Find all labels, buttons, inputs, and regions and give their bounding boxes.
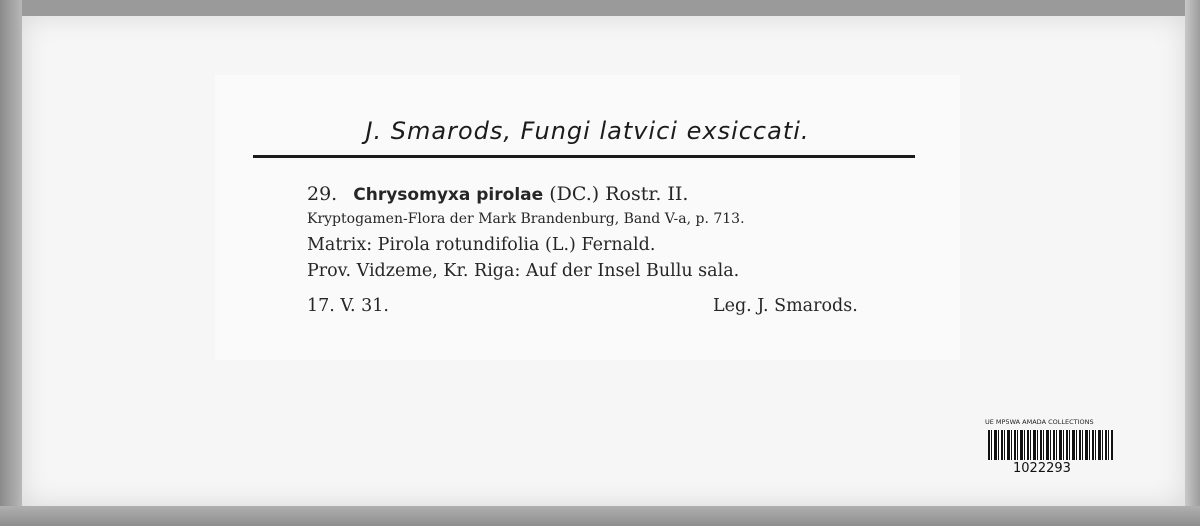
left-edge xyxy=(0,0,22,526)
locality-line: Prov. Vidzeme, Kr. Riga: Auf der Insel Bullu sala. xyxy=(307,261,740,281)
species-line xyxy=(307,183,688,205)
species-authority: (DC.) Rostr. II. xyxy=(549,183,689,205)
barcode-sticker xyxy=(983,418,1123,478)
barcode-bars xyxy=(988,430,1113,460)
collection-date: 17. V. 31. xyxy=(307,296,389,316)
barcode-number: 1022293 xyxy=(1013,461,1071,476)
barcode-caption: UE MP5WA AMADA COLLECTIONS xyxy=(985,418,1094,426)
collector: Leg. J. Smarods. xyxy=(713,296,858,316)
label-heading: J. Smarods, Fungi latvici exsiccati. xyxy=(365,117,810,145)
right-edge xyxy=(1185,0,1200,526)
exsiccata-number: 29. xyxy=(307,183,338,205)
bottom-edge xyxy=(0,506,1200,526)
heading-rule xyxy=(253,155,915,158)
specimen-label xyxy=(215,75,960,360)
reference-line: Kryptogamen-Flora der Mark Brandenburg, Band V-a, p. 713. xyxy=(307,211,745,227)
species-name: Chrysomyxa pirolae xyxy=(353,185,544,205)
matrix-line: Matrix: Pirola rotundifolia (L.) Fernald. xyxy=(307,235,656,255)
